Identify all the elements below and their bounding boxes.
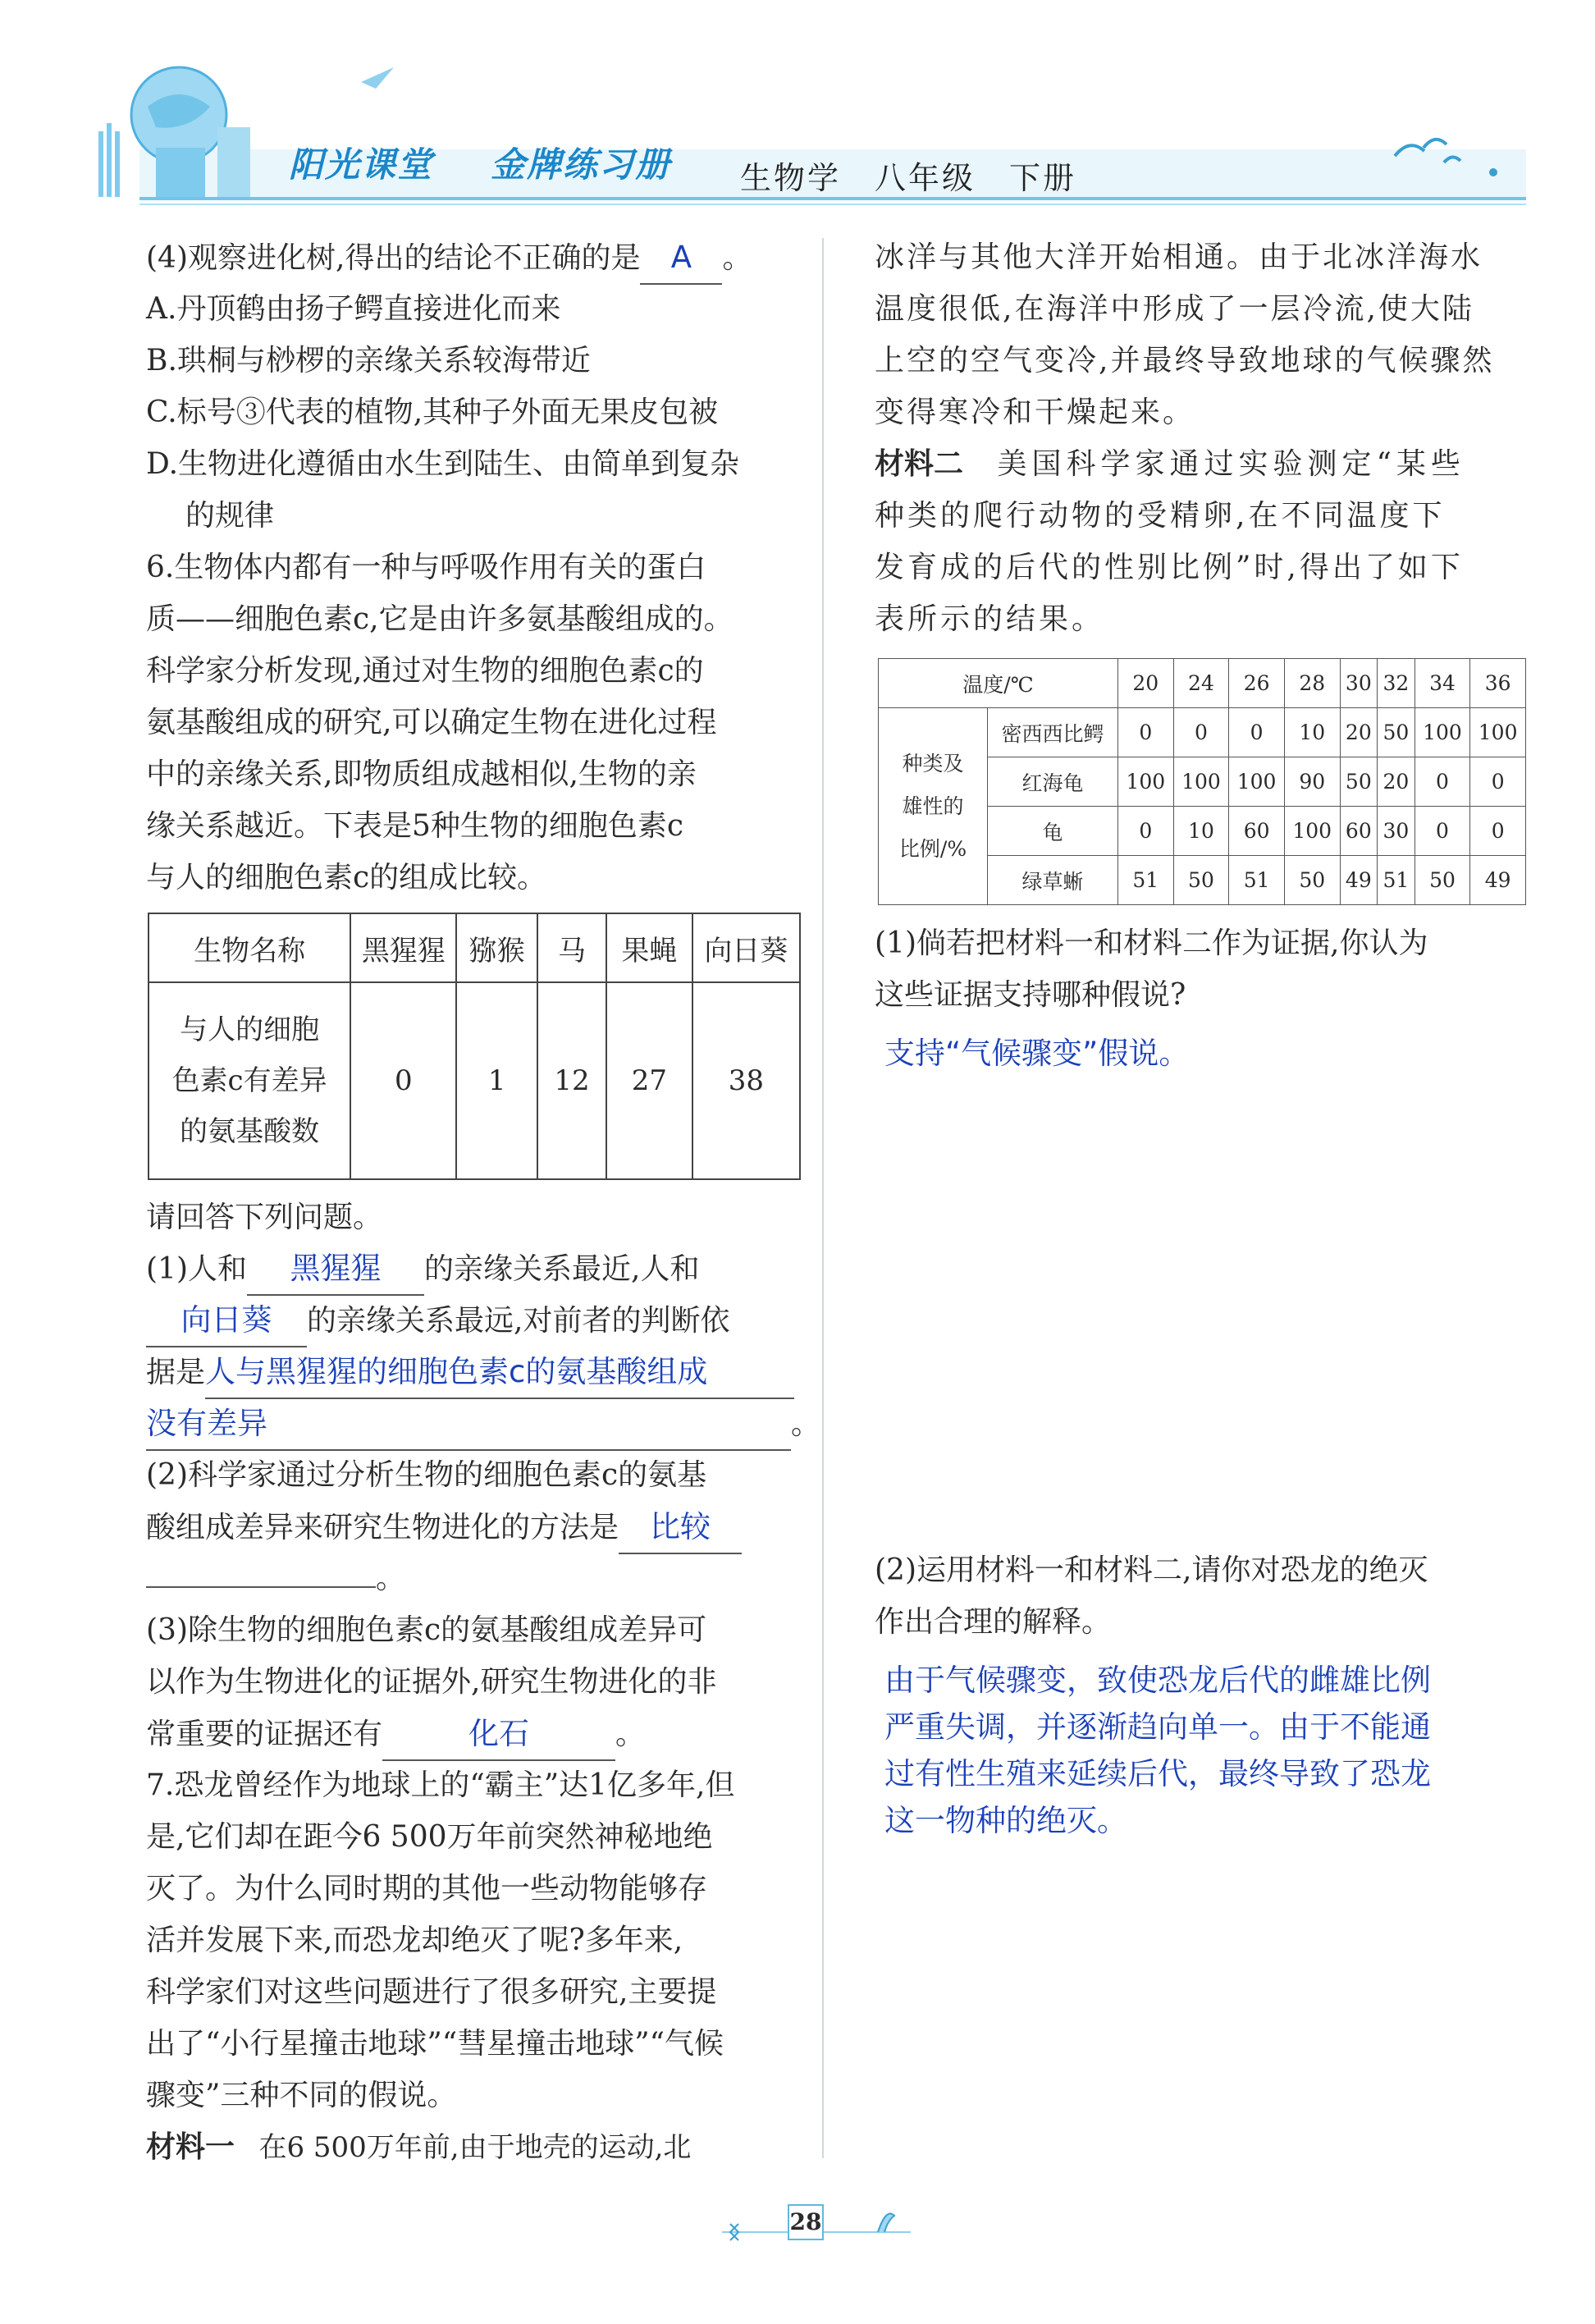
material-1-cont: 温度很低,在海洋中形成了一层冷流,使大陆 bbox=[875, 292, 1474, 326]
q4-option-b: B.珙桐与桫椤的亲缘关系较海带近 bbox=[146, 344, 591, 377]
brand-subtitle: 金牌练习册 bbox=[491, 144, 672, 185]
q6-2-line3: 。 bbox=[146, 1553, 405, 1604]
table-cell: 20 bbox=[1340, 708, 1378, 757]
q6-1-answer-closest: 黑猩猩 bbox=[247, 1242, 424, 1296]
q4-option-d: D.生物进化遵循由水生到陆生、由简单到复杂 bbox=[146, 447, 740, 481]
table-cell: 50 bbox=[1414, 856, 1470, 905]
q4-option-c: C.标号③代表的植物,其种子外面无果皮包被 bbox=[146, 396, 719, 429]
q6-line: 缘关系越近。下表是5种生物的细胞色素c bbox=[146, 809, 684, 843]
table-cell: 1 bbox=[456, 982, 537, 1179]
table-row-label: 绿草蜥 bbox=[988, 856, 1118, 905]
table-cell: 100 bbox=[1229, 757, 1285, 807]
q6-line: 科学家分析发现,通过对生物的细胞色素c的 bbox=[146, 654, 704, 688]
table-cell: 100 bbox=[1118, 757, 1174, 807]
table-cell: 50 bbox=[1173, 856, 1229, 905]
table-cell: 49 bbox=[1340, 856, 1378, 905]
q4-option-a: A.丹顶鹤由扬子鳄直接进化而来 bbox=[146, 292, 561, 326]
page-number: 28 bbox=[788, 2204, 824, 2240]
q7-line: 骤变”三种不同的假说。 bbox=[146, 2079, 457, 2112]
table-header: 32 bbox=[1378, 659, 1415, 708]
table-cell: 50 bbox=[1284, 856, 1340, 905]
table-cell: 20 bbox=[1378, 757, 1415, 807]
q7-line: 科学家们对这些问题进行了很多研究,主要提 bbox=[146, 1975, 717, 2009]
table-header: 34 bbox=[1414, 659, 1470, 708]
q6-line: 质——细胞色素c,它是由许多氨基酸组成的。 bbox=[146, 602, 734, 636]
q6-3-answer: 化石 bbox=[382, 1708, 615, 1761]
q7-2-answer: 严重失调，并逐渐趋向单一。由于不能通 bbox=[884, 1709, 1431, 1745]
q4-option-d-cont: 的规律 bbox=[185, 499, 275, 533]
table-cell: 38 bbox=[692, 982, 800, 1179]
table-header: 果蝇 bbox=[606, 913, 692, 982]
subject-grade: 生物学 八年级 下册 bbox=[740, 160, 1077, 196]
q6-1-answer-basis-cont: 没有差异 bbox=[146, 1398, 791, 1451]
q7-2-line: (2)运用材料一和材料二,请你对恐龙的绝灭 bbox=[875, 1553, 1428, 1587]
table-cell: 0 bbox=[1470, 807, 1526, 856]
table-header: 30 bbox=[1340, 659, 1378, 708]
table-cell: 0 bbox=[1414, 807, 1470, 856]
table-header: 24 bbox=[1173, 659, 1229, 708]
material-1-cont: 冰洋与其他大洋开始相通。由于北冰洋海水 bbox=[875, 240, 1483, 274]
q6-2-line2: 酸组成差异来研究生物进化的方法是 比较 bbox=[146, 1501, 742, 1554]
table-cell: 10 bbox=[1284, 708, 1340, 757]
q7-line: 是,它们却在距今6 500万年前突然神秘地绝 bbox=[146, 1820, 713, 1854]
table-cell: 0 bbox=[1173, 708, 1229, 757]
material-1-start: 材料一 在6 500万年前,由于地壳的运动,北 bbox=[146, 2130, 692, 2164]
table-header: 生物名称 bbox=[149, 913, 350, 982]
table-row-label: 红海龟 bbox=[988, 757, 1118, 807]
table-cell: 50 bbox=[1340, 757, 1378, 807]
table-header: 20 bbox=[1118, 659, 1174, 708]
table-cell: 60 bbox=[1340, 807, 1378, 856]
material-1-cont: 上空的空气变冷,并最终导致地球的气候骤然 bbox=[875, 344, 1495, 377]
material-2-line: 表所示的结果。 bbox=[875, 602, 1105, 636]
table-cell: 30 bbox=[1378, 807, 1415, 856]
table-row-label: 与人的细胞 色素c有差异 的氨基酸数 bbox=[149, 982, 350, 1179]
q6-2-line1: (2)科学家通过分析生物的细胞色素c的氨基 bbox=[146, 1458, 707, 1492]
q6-line: 中的亲缘关系,即物质组成越相似,生物的亲 bbox=[146, 757, 697, 791]
table-header: 向日葵 bbox=[692, 913, 800, 982]
table-cell: 100 bbox=[1284, 807, 1340, 856]
table-cell: 0 bbox=[1470, 757, 1526, 807]
q6-3-line1: (3)除生物的细胞色素c的氨基酸组成差异可 bbox=[146, 1613, 707, 1647]
brand-title: 阳光课堂 bbox=[289, 144, 434, 185]
table-cell: 12 bbox=[537, 982, 606, 1179]
table-cell: 90 bbox=[1284, 757, 1340, 807]
q6-1-answer-farthest: 向日葵 bbox=[146, 1294, 307, 1347]
q6-3-line2: 以作为生物进化的证据外,研究生物进化的非 bbox=[146, 1665, 717, 1699]
q7-1-answer: 支持“气候骤变”假说。 bbox=[884, 1036, 1190, 1071]
q6-3-line3: 常重要的证据还有 化石 。 bbox=[146, 1708, 645, 1761]
q7-line: 灭了。为什么同时期的其他一些动物能够存 bbox=[146, 1872, 708, 1905]
q6-1-line2: 向日葵 的亲缘关系最远,对前者的判断依 bbox=[146, 1294, 729, 1347]
table-header: 马 bbox=[537, 913, 606, 982]
material-1-label: 材料一 bbox=[146, 2130, 235, 2164]
table-cell: 0 bbox=[1118, 708, 1174, 757]
q4-answer: A bbox=[640, 231, 722, 285]
table-cell: 0 bbox=[1229, 708, 1285, 757]
q6-1-answer-basis: 人与黑猩猩的细胞色素c的氨基酸组成 bbox=[205, 1346, 794, 1399]
table-row-label: 密西西比鳄 bbox=[988, 708, 1118, 757]
table-cell: 0 bbox=[1118, 807, 1174, 856]
q7-1-line: (1)倘若把材料一和材料二作为证据,你认为 bbox=[875, 926, 1428, 960]
table-cell: 51 bbox=[1229, 856, 1285, 905]
table-cell: 60 bbox=[1229, 807, 1285, 856]
material-2-label: 材料二 bbox=[875, 447, 964, 481]
material-2-line: 种类的爬行动物的受精卵,在不同温度下 bbox=[875, 499, 1446, 533]
q6-1-line1: (1)人和 黑猩猩 的亲缘关系最近,人和 bbox=[146, 1242, 699, 1296]
table-header: 36 bbox=[1470, 659, 1526, 708]
table-cell: 0 bbox=[350, 982, 456, 1179]
q7-2-line: 作出合理的解释。 bbox=[875, 1605, 1112, 1639]
q6-line: 6.生物体内都有一种与呼吸作用有关的蛋白 bbox=[146, 551, 706, 584]
table-cell: 50 bbox=[1378, 708, 1415, 757]
cytochrome-table bbox=[148, 913, 801, 1180]
q7-2-answer: 过有性生殖来延续后代，最终导致了恐龙 bbox=[884, 1756, 1431, 1791]
q6-line: 与人的细胞色素c的组成比较。 bbox=[146, 861, 547, 894]
sex-ratio-table bbox=[878, 658, 1526, 905]
q4-stem: (4)观察进化树,得出的结论不正确的是 A 。 bbox=[146, 231, 752, 285]
answer-prompt: 请回答下列问题。 bbox=[146, 1201, 383, 1234]
q7-line: 7.恐龙曾经作为地球上的“霸主”达1亿多年,但 bbox=[146, 1768, 735, 1802]
material-1-cont: 变得寒冷和干燥起来。 bbox=[875, 396, 1195, 429]
table-header: 温度/℃ bbox=[879, 659, 1118, 708]
q6-line: 氨基酸组成的研究,可以确定生物在进化过程 bbox=[146, 706, 717, 739]
q6-1-line4: 没有差异 。 bbox=[146, 1398, 820, 1451]
table-cell: 49 bbox=[1470, 856, 1526, 905]
q7-2-answer: 由于气候骤变，致使恐龙后代的雌雄比例 bbox=[884, 1663, 1431, 1698]
table-cell: 27 bbox=[606, 982, 692, 1179]
table-cell: 100 bbox=[1414, 708, 1470, 757]
q6-2-answer: 比较 bbox=[619, 1501, 742, 1554]
table-cell: 51 bbox=[1118, 856, 1174, 905]
q7-line: 活并发展下来,而恐龙却绝灭了呢?多年来, bbox=[146, 1924, 683, 1957]
q7-line: 出了“小行星撞击地球”“彗星撞击地球”“气候 bbox=[146, 2027, 724, 2061]
table-cell: 51 bbox=[1378, 856, 1415, 905]
table-cell: 100 bbox=[1173, 757, 1229, 807]
q7-1-line: 这些证据支持哪种假说? bbox=[875, 978, 1186, 1012]
table-header: 26 bbox=[1229, 659, 1285, 708]
column-divider bbox=[822, 238, 824, 2158]
material-2-start: 材料二 美国科学家通过实验测定“某些 bbox=[875, 447, 1465, 481]
table-header: 28 bbox=[1284, 659, 1340, 708]
table-header: 黑猩猩 bbox=[350, 913, 456, 982]
table-group-label: 种类及 雄性的 比例/% bbox=[879, 708, 988, 905]
table-cell: 0 bbox=[1414, 757, 1470, 807]
table-header: 猕猴 bbox=[456, 913, 537, 982]
material-2-line: 发育成的后代的性别比例”时,得出了如下 bbox=[875, 551, 1464, 584]
header-rule-thin bbox=[139, 204, 1526, 205]
q7-2-answer: 这一物种的绝灭。 bbox=[884, 1803, 1127, 1838]
table-row-label: 龟 bbox=[988, 807, 1118, 856]
table-cell: 100 bbox=[1470, 708, 1526, 757]
table-cell: 10 bbox=[1173, 807, 1229, 856]
q6-1-line3: 据是人与黑猩猩的细胞色素c的氨基酸组成 bbox=[146, 1346, 794, 1399]
